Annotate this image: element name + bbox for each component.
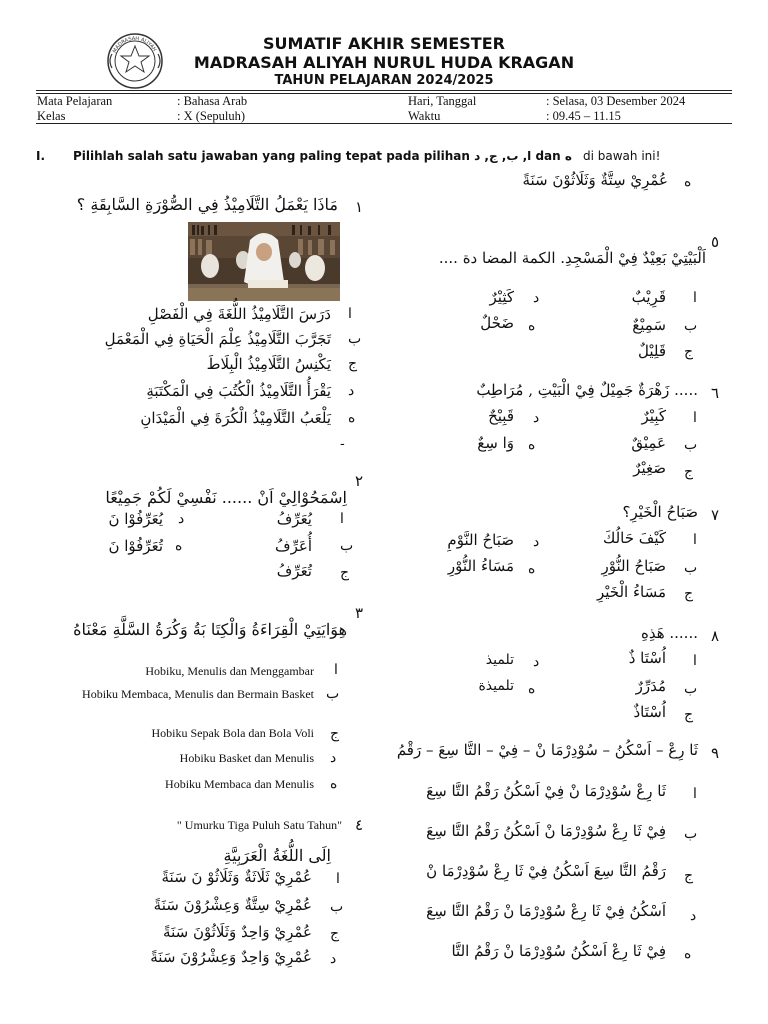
q2-opt-d[interactable]: يُعَرِّفُوْا نَ <box>108 510 163 528</box>
q7-opt-b-label: ب <box>684 560 698 576</box>
q2-opt-e[interactable]: تُعَرِّفُوْا نَ <box>108 537 163 555</box>
q1-opt-e[interactable]: يَلْعَبُ التَّلَامِيْذُ الْكُرَةَ فِي الْمَيْدَانِ <box>140 409 331 427</box>
q6-opt-e-label: ه <box>528 437 536 453</box>
q7-opt-d-label: د <box>533 534 540 550</box>
q2-opt-b[interactable]: أُعَرِّفُ <box>275 537 312 555</box>
subject-label: Mata Pelajaran <box>37 94 113 108</box>
q5-opt-e-label: ه <box>528 318 536 334</box>
q5-number: ٥ <box>711 233 720 251</box>
q1-question: مَاذَا يَعْمَلُ التَّلَامِيْذُ فِي الصُّوْرَةِ السَّابِقَةِ ؟ <box>76 195 338 214</box>
q2-opt-e-label: ه <box>175 538 183 554</box>
q1-opt-a[interactable]: دَرَسَ التَّلَامِيْذُ اللُّغَةَ فِي الْفَصْلِ <box>147 305 331 323</box>
q1-number: ١ <box>355 198 364 216</box>
q8-opt-e[interactable]: تلميذة <box>478 678 514 694</box>
info-divider <box>36 123 732 124</box>
class-label: Kelas <box>37 109 66 123</box>
q6-opt-e[interactable]: وَا سِعٌ <box>477 434 514 452</box>
q4-opt-e-label: ه <box>684 174 692 190</box>
q7-number: ٧ <box>711 506 720 524</box>
q6-question: ..... زَهْرَةٌ جَمِيْلٌ فِيْ الْبَيْتِ , مُرَاطِبٌ <box>476 381 698 399</box>
q1-opt-c[interactable]: يَكْنِسُ التَّلَامِيْذُ الْبِلَاطَ <box>206 355 331 373</box>
q3-opt-d-label: د <box>330 750 337 766</box>
school-logo <box>104 32 166 90</box>
q3-number: ٣ <box>355 604 364 622</box>
q9-opt-e[interactable]: فِيْ ثَا رِعْ اَسْكُنُ سُوْدِرْمَا نْ رَقْمُ التَّا <box>451 942 666 960</box>
q4-opt-a[interactable]: عُمْرِيْ ثَلَاثَةٌ وَثَلَاثُوْ نَ سَنَةً <box>161 868 312 886</box>
q9-opt-a-label: ا <box>693 786 697 802</box>
q5-opt-d-label: د <box>533 290 540 306</box>
q9-question: ثَا رِعْ – اَسْكُنُ – سُوْدِرْمَا نْ – فِيْ – التَّا سِعَ – رَقْمُ <box>396 741 698 759</box>
school-name: MADRASAH ALIYAH NURUL HUDA KRAGAN <box>193 53 575 72</box>
q7-opt-a[interactable]: كَيْفَ حَالُكَ <box>602 529 666 547</box>
time-label: Waktu <box>408 109 441 123</box>
q9-opt-b[interactable]: فِيْ ثَا رِعْ سُوْدِرْمَا نْ اَسْكُنُ رَقْمُ التَّا سِعَ <box>426 822 666 840</box>
q9-opt-c-label: ج <box>684 868 694 884</box>
logo-lettering: MADRASAH ALIYAH <box>111 35 158 55</box>
q6-opt-b-label: ب <box>684 437 698 453</box>
q4-opt-b-label: ب <box>330 899 344 915</box>
q3-opt-e-label: ه <box>330 776 338 792</box>
q7-opt-d[interactable]: صَبَاحُ النَّوْمِ <box>447 531 514 549</box>
q1-opt-d[interactable]: يَقْرَأُ التَّلَامِيْذُ الْكُتُبَ فِي الْمَكْتَبَةِ <box>146 382 331 400</box>
q5-opt-b-label: ب <box>684 318 698 334</box>
q4-question: اِلَى اللُّغَةُ الْعَرَبِيَّةِ <box>223 846 331 865</box>
q1-opt-c-label: ج <box>348 356 358 372</box>
q4-opt-b[interactable]: عُمْرِيْ سِتَّةٌ وَعِشْرُوْنَ سَنَةً <box>153 896 312 914</box>
q5-opt-a-label: ا <box>693 290 697 306</box>
q1-opt-a-label: ا <box>348 306 352 322</box>
date-label: Hari, Tanggal <box>408 94 477 108</box>
q4-opt-d[interactable]: عُمْرِيْ وَاحِدٌ وَعِشْرُوْنَ سَنَةً <box>150 948 312 966</box>
q2-opt-c-label: ج <box>340 565 350 581</box>
q2-opt-a-label: ا <box>340 511 344 527</box>
q8-opt-c-label: ج <box>684 707 694 723</box>
q6-opt-a-label: ا <box>693 410 697 426</box>
q7-opt-e[interactable]: مَسَاءُ النُّوْرِ <box>447 557 514 575</box>
instruction-tail: di bawah ini! <box>583 149 661 163</box>
q5-opt-c[interactable]: قَلِيْلٌ <box>637 342 666 360</box>
q4-opt-d-label: د <box>330 951 337 967</box>
q3-opt-c[interactable]: Hobiku Sepak Bola dan Bola Voli <box>151 726 314 740</box>
time-value: : 09.45 – 11.15 <box>546 109 621 123</box>
q9-opt-c[interactable]: رَقْمُ التَّا سِعَ اَسْكُنُ فِيْ ثَا رِعْ سُوْدِرْمَا نْ <box>426 862 666 880</box>
q5-opt-d[interactable]: كَثِيْرٌ <box>489 288 514 306</box>
q7-question: صَبَاحُ الْخَيْرِ؟ <box>622 503 698 521</box>
q8-question: ...... هَذِهِ <box>640 624 698 642</box>
q4-opt-e[interactable]: عُمْرِيْ سِتَّةٌ وَثَلَاثُوْنَ سَنَةً <box>522 171 668 189</box>
q6-opt-d-label: د <box>533 410 540 426</box>
q5-opt-b[interactable]: سَمِيْعٌ <box>632 316 666 334</box>
q8-opt-a-label: ا <box>693 653 697 669</box>
q3-opt-a-label: ا <box>334 662 338 678</box>
q4-opt-c-label: ج <box>330 926 340 942</box>
q9-opt-d[interactable]: اَسْكُنُ فِيْ ثَا رِعْ سُوْدِرْمَا نْ رَقْمُ التَّا سِعَ <box>426 902 666 920</box>
q2-opt-c[interactable]: تُعَرِّفُ <box>276 562 312 580</box>
q7-opt-e-label: ه <box>528 561 536 577</box>
q7-opt-c[interactable]: مَسَاءُ الْخَيْرِ <box>596 583 666 601</box>
academic-year: TAHUN PELAJARAN 2024/2025 <box>274 73 494 88</box>
q6-opt-b[interactable]: عَمِيْقٌ <box>631 434 666 452</box>
subject-value: : Bahasa Arab <box>177 94 248 108</box>
q5-opt-a[interactable]: قَرِيْبٌ <box>631 288 666 306</box>
q9-opt-a[interactable]: ثَا رِعْ سُوْدِرْمَا نْ فِيْ اَسْكُنُ رَقْمُ التَّا سِعَ <box>426 782 666 800</box>
q8-opt-d-label: د <box>533 654 540 670</box>
q3-opt-a[interactable]: Hobiku, Menulis dan Menggambar <box>145 664 314 678</box>
q9-opt-d-label: د <box>690 908 697 924</box>
q1-opt-b-label: ب <box>348 331 362 347</box>
instruction-main: Pilihlah salah satu jawaban yang paling tepat pada pilihan <box>73 149 470 163</box>
q6-opt-c-label: ج <box>684 464 694 480</box>
q4-number: ٤ <box>355 816 364 834</box>
instruction-ha: ه <box>564 149 572 163</box>
q6-number: ٦ <box>711 384 720 402</box>
q3-opt-e[interactable]: Hobiku Membaca dan Menulis <box>165 777 314 791</box>
q8-opt-d[interactable]: تلميذ <box>485 652 514 668</box>
q9-opt-b-label: ب <box>684 826 698 842</box>
q3-opt-b-label: ب <box>326 686 340 702</box>
q8-opt-e-label: ه <box>528 681 536 697</box>
instruction-letters: ا, ب, ج, د <box>474 149 532 163</box>
q4-opt-a-label: ا <box>336 871 340 887</box>
q6-opt-d[interactable]: قَبِيْحٌ <box>488 407 514 425</box>
q2-question: اِسْمَحُوْالِيْ اَنْ ...... نَفْسِيْ لَكُمْ جَمِيْعًا <box>105 488 347 507</box>
q9-number: ٩ <box>711 744 720 762</box>
q2-opt-d-label: د <box>178 511 185 527</box>
q8-opt-a[interactable]: اُسْتَا ذٌ <box>628 649 666 667</box>
q6-opt-a[interactable]: كَبِيْرٌ <box>641 407 666 425</box>
q8-opt-b-label: ب <box>684 681 698 697</box>
q3-opt-c-label: ج <box>330 726 340 742</box>
q1-opt-d-label: د <box>348 383 355 399</box>
library-students-photo <box>188 222 340 301</box>
q7-opt-c-label: ج <box>684 586 694 602</box>
q9-opt-e-label: ه <box>684 946 692 962</box>
q4-prompt: " Umurku Tiga Puluh Satu Tahun" <box>176 818 342 832</box>
q3-opt-d[interactable]: Hobiku Basket dan Menulis <box>179 751 314 765</box>
q7-opt-a-label: ا <box>693 532 697 548</box>
q6-opt-c[interactable]: صَغِيْرٌ <box>633 459 666 477</box>
instruction-dan: dan <box>535 149 561 163</box>
q1-dash: - <box>340 436 345 452</box>
q5-question: اَلْبَيْتِيْ بَعِيْدٌ فِيْ الْمَسْجِدِ. الكمة المضا دة .... <box>438 249 706 267</box>
q1-opt-b[interactable]: تَجَرَّبَ التَّلَامِيْذُ عِلْمَ الْحَيَاةِ فِي الْمَعْمَلِ <box>104 330 331 348</box>
q3-question: هِوَايَتِيْ الْقِرَاءَةُ وَالْكِتَا بَةُ وَكُرَةُ السَّلَّةِ مَعْنَاهُ <box>73 620 347 639</box>
q2-opt-b-label: ب <box>340 538 354 554</box>
instruction-text <box>73 149 572 163</box>
q2-number: ٢ <box>355 472 364 490</box>
class-value: : X (Sepuluh) <box>177 109 246 123</box>
exam-title: SUMATIF AKHIR SEMESTER <box>263 34 505 53</box>
q8-opt-c[interactable]: اُسْتَاذٌ <box>633 703 666 721</box>
q5-opt-e[interactable]: ضَحْلٌ <box>480 314 514 332</box>
q8-opt-b[interactable]: مُدَرِّرٌ <box>635 677 666 695</box>
section-number: I. <box>36 149 46 163</box>
q3-opt-b[interactable]: Hobiku Membaca, Menulis dan Bermain Basket <box>82 687 314 701</box>
q2-opt-a[interactable]: يُعَرِّفُ <box>276 510 312 528</box>
q8-number: ٨ <box>711 627 720 645</box>
q5-opt-c-label: ج <box>684 344 694 360</box>
q7-opt-b[interactable]: صَبَاحُ النُّوْرِ <box>601 557 666 575</box>
header-divider <box>36 90 732 91</box>
q1-opt-e-label: ه <box>348 410 356 426</box>
q4-opt-c[interactable]: عُمْرِيْ وَاحِدٌ وَثَلَاثُوْنَ سَنَةً <box>163 923 312 941</box>
date-value: : Selasa, 03 Desember 2024 <box>546 94 686 108</box>
